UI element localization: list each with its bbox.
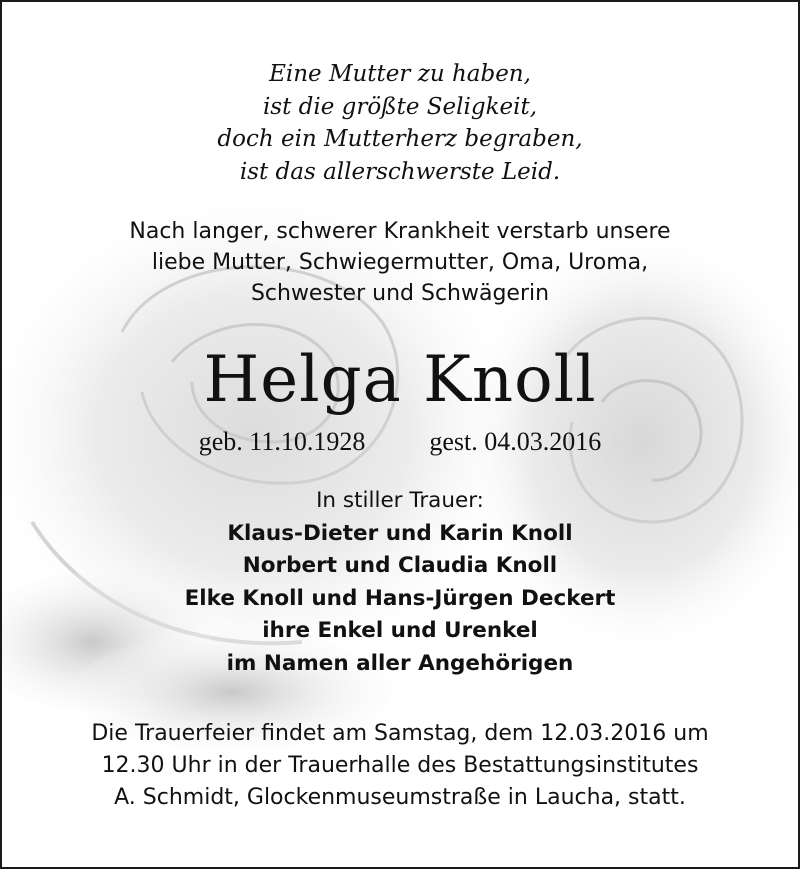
life-dates bbox=[2, 426, 798, 458]
poem-line: doch ein Mutterherz begraben, bbox=[217, 126, 583, 152]
mourner-line: im Namen aller Angehörigen bbox=[226, 650, 574, 676]
ceremony-line: A. Schmidt, Glockenmuseumstraße in Laucha, statt. bbox=[114, 785, 686, 810]
birth-date: geb. 11.10.1928 bbox=[198, 427, 366, 456]
mourner-line: Norbert und Claudia Knoll bbox=[242, 553, 558, 578]
ceremony-line: 12.30 Uhr in der Trauerhalle des Bestattungsinstitutes bbox=[101, 753, 699, 778]
announcement-line: Nach langer, schwerer Krankheit verstarb unsere bbox=[129, 219, 671, 244]
mourners-names bbox=[2, 518, 798, 681]
deceased-name: Helga Knoll bbox=[203, 343, 597, 417]
mourner-line: ihre Enkel und Urenkel bbox=[262, 618, 538, 643]
mourner-line: Klaus-Dieter und Karin Knoll bbox=[227, 520, 573, 546]
mourners-section bbox=[2, 485, 798, 680]
poem-line: ist das allerschwerste Leid. bbox=[239, 158, 561, 185]
memorial-poem bbox=[2, 58, 798, 188]
mourners-intro: In stiller Trauer: bbox=[316, 488, 484, 513]
poem-line: Eine Mutter zu haben, bbox=[269, 61, 531, 87]
ceremony-line: Die Trauerfeier findet am Samstag, dem 12.03.2016 um bbox=[91, 721, 709, 746]
death-announcement bbox=[2, 216, 798, 309]
poem-line: ist die größte Seligkeit, bbox=[262, 93, 538, 120]
announcement-line: Schwester und Schwägerin bbox=[250, 281, 550, 306]
announcement-line: liebe Mutter, Schwiegermutter, Oma, Uroma, bbox=[151, 250, 649, 275]
obituary-content bbox=[2, 2, 798, 867]
funeral-ceremony-info bbox=[2, 718, 798, 814]
mourner-line: Elke Knoll und Hans-Jürgen Deckert bbox=[184, 585, 616, 611]
death-date: gest. 04.03.2016 bbox=[429, 427, 602, 456]
